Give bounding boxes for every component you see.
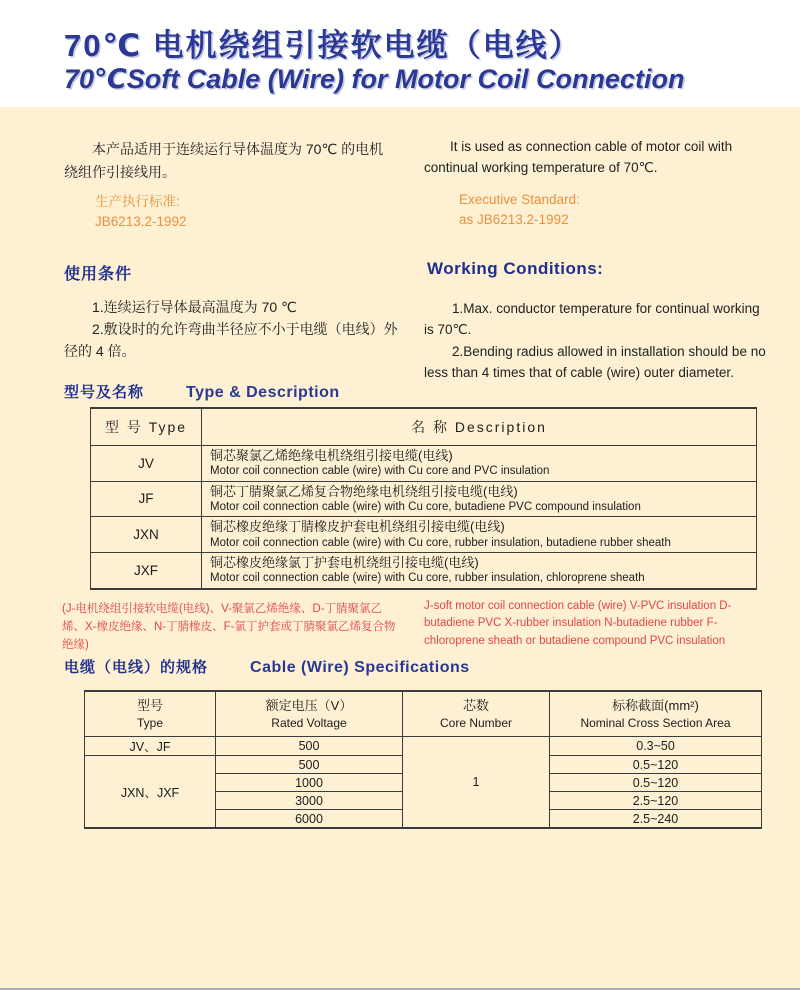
header-en: Nominal Cross Section Area: [580, 715, 731, 730]
type-code: JF: [91, 481, 202, 517]
description-en: Motor coil connection cable (wire) with Cu core, butadiene PVC compound insulation: [210, 500, 641, 513]
page-header: [0, 0, 800, 107]
type-description-cell: [202, 446, 757, 482]
spec-voltage: 6000: [216, 810, 403, 829]
type-description-cell: [202, 481, 757, 517]
description-en: Motor coil connection cable (wire) with Cu core, rubber insulation, butadiene rubber sheath: [210, 536, 671, 549]
condition-item-en: 1.Max. conductor temperature for continual working is 70℃.: [424, 301, 760, 338]
t2-header-rated-voltage: [216, 691, 403, 737]
type-code: JXN: [91, 517, 202, 553]
page-title-en: 70℃Soft Cable (Wire) for Motor Coil Connection: [64, 64, 685, 94]
t1-header-type: 型 号 Type: [91, 408, 202, 446]
table-header-row: [85, 691, 762, 737]
production-standard-label-zh: 生产执行标准:: [95, 194, 180, 209]
table-row: [91, 481, 757, 517]
table-row: [85, 737, 762, 756]
header-zh: 型号: [136, 698, 163, 714]
header-zh: 芯数: [462, 698, 489, 714]
executive-standard-en: [459, 190, 580, 229]
condition-item-en: 2.Bending radius allowed in installation should be no less than 4 times that of cable (wire) outer diameter.: [424, 343, 766, 380]
type-section-heading-en: Type & Description: [186, 384, 340, 401]
spec-cross-section: 0.3~50: [550, 737, 762, 756]
conditions-list-zh: [64, 296, 410, 362]
spec-voltage: 500: [216, 737, 403, 756]
type-code: JV: [91, 446, 202, 482]
spec-cross-section: 2.5~120: [550, 792, 762, 810]
description-zh: 铜芯橡皮绝缘丁腈橡皮护套电机绕组引接电缆(电线): [210, 519, 505, 535]
executive-standard-label-en: Executive Standard:: [459, 192, 580, 207]
spec-section-heading-en: Cable (Wire) Specifications: [250, 659, 470, 676]
conditions-heading-en: Working Conditions:: [427, 259, 604, 278]
spec-voltage: 1000: [216, 774, 403, 792]
header-en: Rated Voltage: [271, 715, 347, 730]
description-en: Motor coil connection cable (wire) with Cu core, rubber insulation, chloroprene sheath: [210, 572, 645, 585]
header-en: Core Number: [439, 715, 513, 730]
description-zh: 铜芯橡皮绝缘氯丁护套电机绕组引接电缆(电线): [210, 554, 479, 570]
type-description-cell: [202, 517, 757, 553]
description-zh: 铜芯聚氯乙烯绝缘电机绕组引接电缆(电线): [210, 448, 453, 463]
conditions-list-en: [424, 298, 768, 383]
t1-header-description: 名 称 Description: [202, 408, 757, 446]
table-row: [91, 446, 757, 482]
intro-paragraph-zh: 本产品适用于连续运行导体温度为 70℃ 的电机绕组作引接线用。: [64, 141, 384, 180]
spec-type-group: JXN、JXF: [85, 756, 216, 829]
spec-cross-section: 0.5~120: [550, 774, 762, 792]
header-en: Type: [136, 715, 163, 730]
spec-section-heading: [64, 656, 470, 677]
table-header-row: [91, 408, 757, 446]
t2-header-cross-section: [550, 691, 762, 737]
spec-cross-section: 0.5~120: [550, 756, 762, 774]
spec-cross-section: 2.5~240: [550, 810, 762, 829]
description-zh: 铜芯丁腈聚氯乙烯复合物绝缘电机绕组引接电缆(电线): [210, 483, 518, 499]
condition-item-zh: 2.敷设时的允许弯曲半径应不小于电缆（电线）外径的 4 倍。: [64, 321, 398, 360]
t2-header-core-number: [403, 691, 550, 737]
specifications-table: [84, 690, 762, 829]
type-legend-note-zh: (J-电机绕组引接软电缆(电线)、V-聚氯乙烯绝缘、D-丁腈聚氯乙烯、X-橡皮绝缘、N-丁腈橡皮、F-氯丁护套或丁腈聚氯乙烯复合物绝缘): [62, 602, 396, 652]
spec-voltage: 3000: [216, 792, 403, 810]
type-code: JXF: [91, 552, 202, 588]
executive-standard-value-en: as JB6213.2-1992: [459, 211, 569, 227]
type-section-heading: [64, 381, 340, 402]
page-title-zh: 70℃ 电机绕组引接软电缆（电线）: [64, 28, 582, 63]
table-row: [91, 517, 757, 553]
spec-core-number: 1: [403, 737, 550, 829]
type-legend-note-en: J-soft motor coil connection cable (wire) V-PVC insulation D-butadiene PVC X-rubber insulation N-butadiene rubber F-chloroprene sheath or butadiene compound PVC insulation: [424, 599, 732, 648]
conditions-heading-zh: 使用条件: [64, 266, 133, 283]
spec-section-heading-zh: 电缆（电线）的规格: [64, 659, 209, 676]
t2-header-type: [85, 691, 216, 737]
intro-paragraph-en: It is used as connection cable of motor coil with continual working temperature of 70℃.: [424, 138, 733, 176]
production-standard-zh: [95, 192, 187, 231]
condition-item-zh: 1.连续运行导体最高温度为 70 ℃: [92, 299, 297, 315]
type-description-cell: [202, 552, 757, 588]
type-section-heading-zh: 型号及名称: [64, 384, 145, 401]
type-description-table: [90, 407, 757, 590]
table-row: [91, 552, 757, 588]
header-zh: 标称截面(mm²): [612, 698, 699, 714]
header-zh: 额定电压（V）: [265, 698, 353, 714]
description-en: Motor coil connection cable (wire) with Cu core and PVC insulation: [210, 465, 550, 478]
spec-type-group: JV、JF: [85, 737, 216, 756]
production-standard-value-zh: JB6213.2-1992: [95, 213, 187, 229]
spec-voltage: 500: [216, 756, 403, 774]
